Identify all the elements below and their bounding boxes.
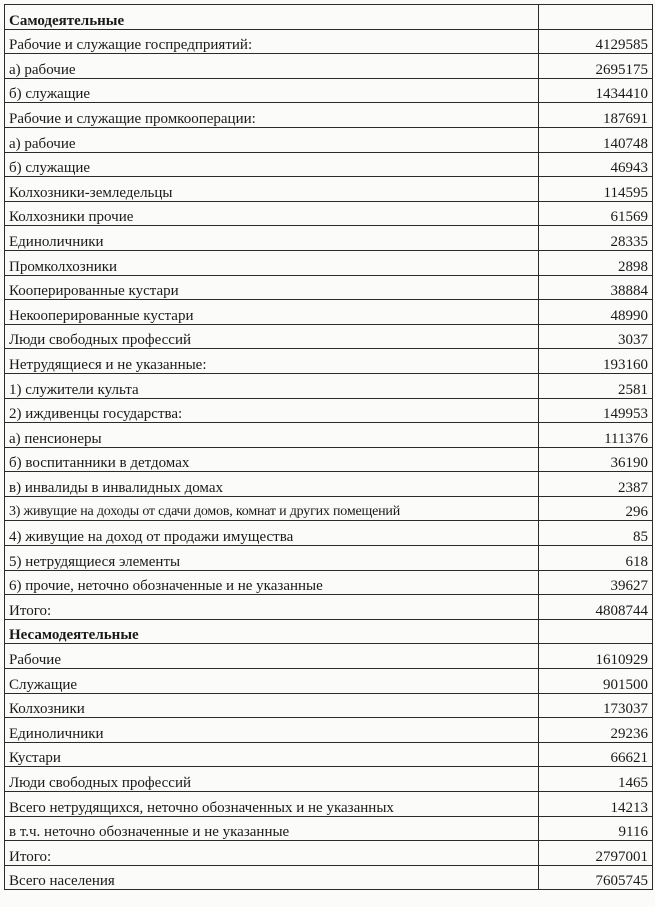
grand-total-row [5,865,653,890]
table-row [5,718,653,743]
row-value: 111376 [539,423,653,448]
section-title: Самодеятельные [5,5,539,30]
row-label: Единоличники [5,718,539,743]
row-value: 1434410 [539,78,653,103]
row-value: 114595 [539,177,653,202]
table-row [5,398,653,423]
table-row [5,54,653,79]
row-value: 36190 [539,447,653,472]
row-label: Всего нетрудящихся, неточно обозначенных и не указанных [5,792,539,817]
row-label: Рабочие и служащие промкооперации: [5,103,539,128]
row-label: 6) прочие, неточно обозначенные и не указанные [5,570,539,595]
table-row [5,767,653,792]
row-label: Рабочие и служащие госпредприятий: [5,29,539,54]
table-row [5,275,653,300]
row-value: 2695175 [539,54,653,79]
population-table [4,4,653,890]
table-row [5,201,653,226]
row-label: в т.ч. неточно обозначенные и не указанные [5,816,539,841]
table-row [5,250,653,275]
row-value: 901500 [539,669,653,694]
table-row [5,693,653,718]
row-value: 9116 [539,816,653,841]
table-row [5,792,653,817]
table-row [5,816,653,841]
row-label: 3) живущие на доходы от сдачи домов, комнат и других помещений [5,496,539,521]
table-row [5,472,653,497]
row-value: 2898 [539,250,653,275]
row-label: Нетрудящиеся и не указанные: [5,349,539,374]
row-label: Всего населения [5,865,539,890]
table-row [5,29,653,54]
row-value: 48990 [539,300,653,325]
row-label: 1) служители культа [5,373,539,398]
row-value: 173037 [539,693,653,718]
row-label: Служащие [5,669,539,694]
row-label: Кооперированные кустари [5,275,539,300]
row-label: в) инвалиды в инвалидных домах [5,472,539,497]
row-label: а) рабочие [5,127,539,152]
row-label: Кустари [5,742,539,767]
row-value: 46943 [539,152,653,177]
row-label: б) служащие [5,78,539,103]
table-row [5,127,653,152]
section-empty-cell [539,5,653,30]
row-label: Колхозники [5,693,539,718]
table-row [5,521,653,546]
row-value: 14213 [539,792,653,817]
table-row [5,570,653,595]
row-value: 187691 [539,103,653,128]
table-row [5,103,653,128]
row-value: 2387 [539,472,653,497]
subtotal-row [5,841,653,866]
row-value: 4808744 [539,595,653,620]
subtotal-row [5,595,653,620]
row-value: 2581 [539,373,653,398]
row-label: б) служащие [5,152,539,177]
table-row [5,423,653,448]
row-label: Некооперированные кустари [5,300,539,325]
table-row [5,324,653,349]
row-value: 1465 [539,767,653,792]
section-title: Несамодеятельные [5,619,539,644]
row-label: Колхозники-земледельцы [5,177,539,202]
table-row [5,177,653,202]
row-label: Единоличники [5,226,539,251]
row-value: 4129585 [539,29,653,54]
row-value: 193160 [539,349,653,374]
table-row [5,447,653,472]
row-label: 2) иждивенцы государства: [5,398,539,423]
row-value: 7605745 [539,865,653,890]
row-label: Люди свободных профессий [5,324,539,349]
table-row [5,300,653,325]
row-value: 2797001 [539,841,653,866]
row-value: 296 [539,496,653,521]
row-value: 3037 [539,324,653,349]
section-header-row [5,619,653,644]
row-label: Рабочие [5,644,539,669]
row-value: 28335 [539,226,653,251]
row-label: Итого: [5,841,539,866]
table-row [5,226,653,251]
row-label: а) рабочие [5,54,539,79]
row-label: Колхозники прочие [5,201,539,226]
row-value: 29236 [539,718,653,743]
row-value: 61569 [539,201,653,226]
row-value: 1610929 [539,644,653,669]
table-row [5,669,653,694]
row-label: Промколхозники [5,250,539,275]
table-row [5,496,653,521]
row-value: 618 [539,546,653,571]
table-row [5,644,653,669]
table-row [5,373,653,398]
row-label: б) воспитанники в детдомах [5,447,539,472]
row-value: 149953 [539,398,653,423]
row-value: 140748 [539,127,653,152]
row-label: а) пенсионеры [5,423,539,448]
row-value: 38884 [539,275,653,300]
table-row [5,742,653,767]
row-label: 5) нетрудящиеся элементы [5,546,539,571]
row-label: Итого: [5,595,539,620]
row-value: 66621 [539,742,653,767]
row-value: 85 [539,521,653,546]
table-row [5,546,653,571]
table-row [5,78,653,103]
row-label: Люди свободных профессий [5,767,539,792]
table-row [5,152,653,177]
section-header-row [5,5,653,30]
section-empty-cell [539,619,653,644]
row-label: 4) живущие на доход от продажи имущества [5,521,539,546]
table-row [5,349,653,374]
row-value: 39627 [539,570,653,595]
